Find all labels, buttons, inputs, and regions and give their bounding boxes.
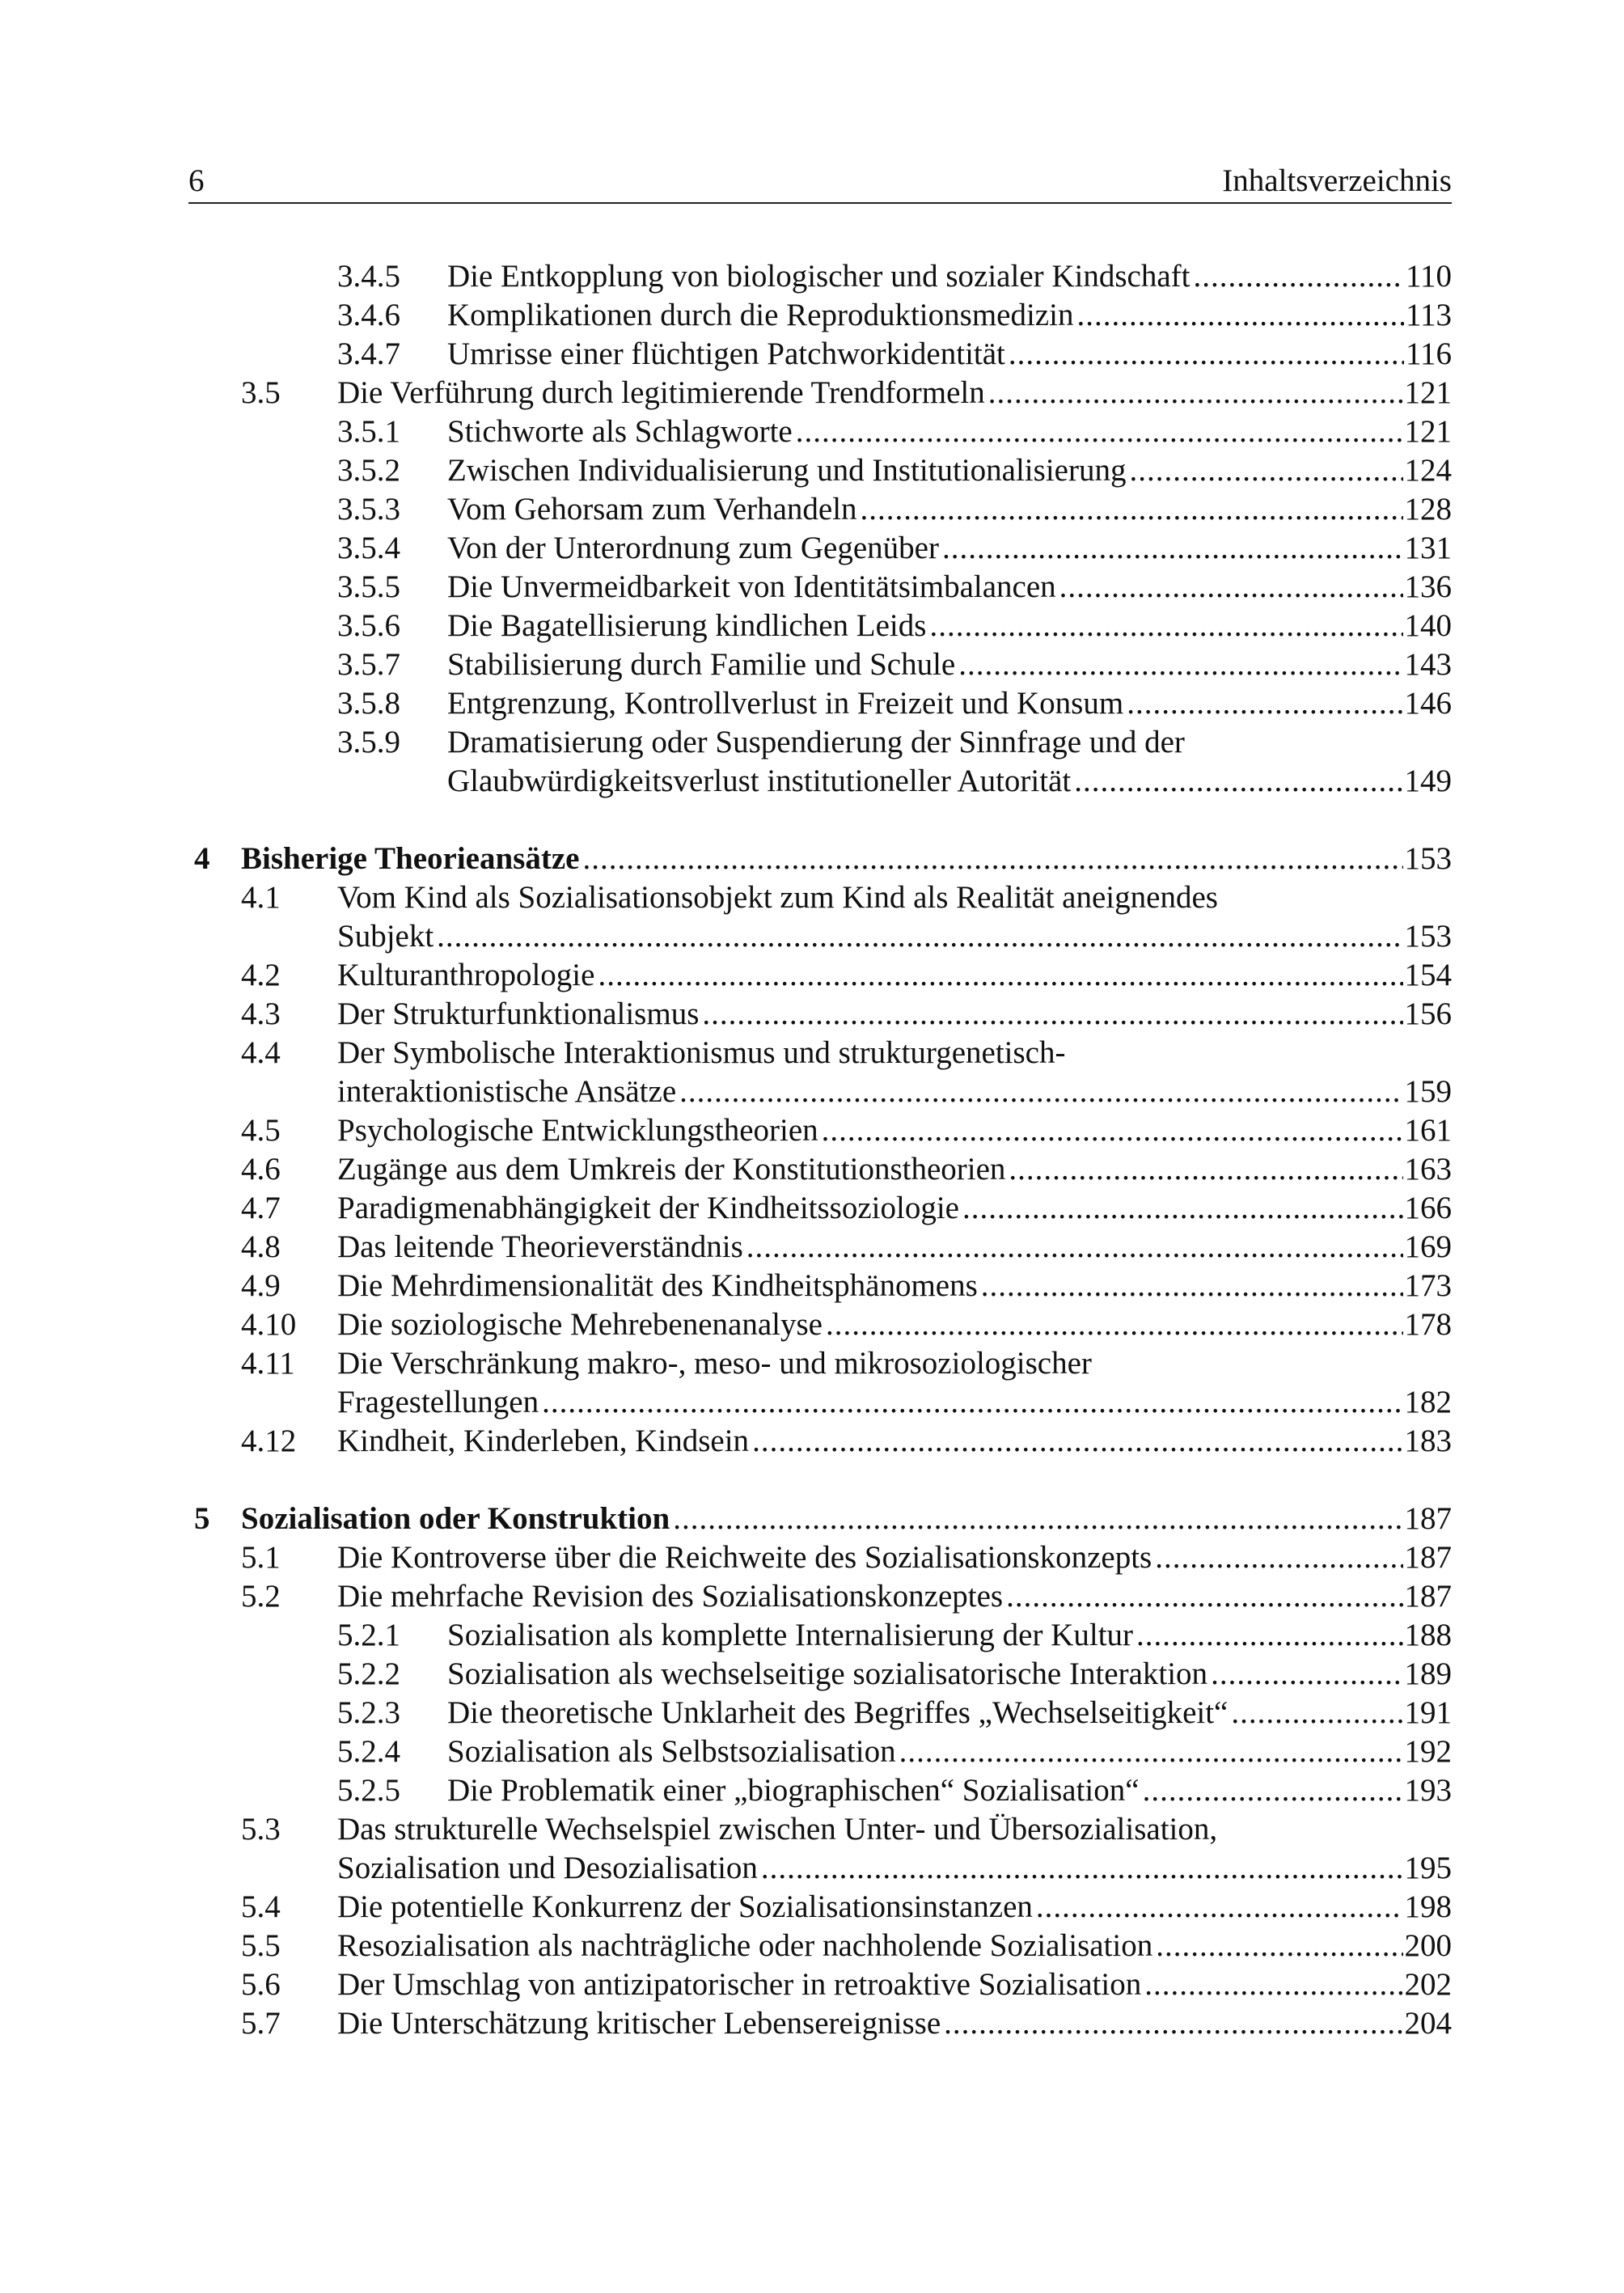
toc-page-number: 113 <box>1405 298 1452 332</box>
toc-page-number: 195 <box>1404 1851 1452 1885</box>
toc-entry[interactable] <box>337 1732 1452 1771</box>
toc-page-number: 143 <box>1404 647 1452 682</box>
dot-leader <box>1144 1965 1402 2004</box>
toc-entry-title: Die soziologische Mehrebenenanalyse <box>337 1307 823 1342</box>
toc-entry[interactable] <box>241 1810 1452 1888</box>
toc-entry-title: Paradigmenabhängigkeit der Kindheitssoziologie <box>337 1191 959 1225</box>
dot-leader <box>746 1228 1403 1267</box>
toc-entry-number: 4.3 <box>241 996 281 1031</box>
toc-entry-title: Zugänge aus dem Umkreis der Konstitutionstheorien <box>337 1152 1006 1187</box>
toc-entry-number: 3.5.4 <box>337 531 400 565</box>
toc-entry-number: 5.1 <box>241 1540 281 1575</box>
toc-entry-number: 3.5.1 <box>337 414 400 449</box>
toc-entry[interactable] <box>337 1655 1452 1694</box>
toc-entry-number: 5.4 <box>241 1889 281 1924</box>
toc-entry[interactable] <box>337 607 1452 645</box>
toc-entry[interactable] <box>241 1422 1452 1461</box>
toc-page-number: 156 <box>1404 996 1452 1031</box>
toc-entry-title: Die Bagatellisierung kindlichen Leids <box>447 608 927 643</box>
toc-entry-number: 5.7 <box>241 2006 281 2041</box>
toc-entry[interactable] <box>337 723 1452 801</box>
toc-entry-title: Die Unvermeidbarkeit von Identitätsimbalancen <box>447 569 1056 604</box>
dot-leader <box>958 645 1402 684</box>
dot-leader <box>962 1189 1403 1228</box>
toc-page-number: 188 <box>1404 1618 1452 1652</box>
running-title: Inhaltsverzeichnis <box>1222 163 1452 198</box>
toc-entry-title: Resozialisation als nachträgliche oder nachholende Sozialisation <box>337 1928 1153 1963</box>
toc-entry[interactable] <box>241 1577 1452 1616</box>
dot-leader <box>1009 1150 1402 1189</box>
toc-entry-number: 4.11 <box>241 1346 295 1381</box>
toc-entry[interactable] <box>337 645 1452 684</box>
toc-page-number: 187 <box>1404 1540 1452 1575</box>
toc-page-number: 140 <box>1404 608 1452 643</box>
toc-entry-title: Die Entkopplung von biologischer und sozialer Kindschaft <box>447 259 1191 294</box>
dot-leader <box>1211 1655 1402 1694</box>
toc-entry[interactable] <box>337 568 1452 607</box>
toc-entry-number: 4.7 <box>241 1191 281 1225</box>
toc-entry[interactable] <box>241 1965 1452 2004</box>
toc-entry-number: 3.5.6 <box>337 608 400 643</box>
toc-entry-title: Das leitende Theorieverständnis <box>337 1229 743 1264</box>
toc-page-number: 146 <box>1404 686 1452 721</box>
toc-page-number: 149 <box>1404 764 1452 798</box>
toc-entry-number: 4.1 <box>241 880 281 915</box>
toc-entry[interactable] <box>241 1344 1452 1422</box>
toc-entry[interactable] <box>337 490 1452 529</box>
dot-leader <box>1193 257 1403 296</box>
dot-leader <box>1143 1771 1403 1810</box>
toc-entry-number: 3.5.5 <box>337 569 400 604</box>
toc-entry-title: Stabilisierung durch Familie und Schule <box>447 647 956 682</box>
toc-page-number: 163 <box>1404 1152 1452 1187</box>
toc-entry-title: Sozialisation und Desozialisation <box>337 1851 758 1885</box>
toc-entry-title: Der Symbolische Interaktionismus und strukturgenetisch- <box>337 1035 1066 1070</box>
toc-entry-number: 3.5.8 <box>337 686 400 721</box>
toc-entry[interactable] <box>241 1305 1452 1344</box>
toc-entry-number: 4.12 <box>241 1424 297 1458</box>
dot-leader <box>1155 1538 1402 1577</box>
toc-entry[interactable] <box>337 1694 1452 1732</box>
toc-entry[interactable] <box>241 1228 1452 1267</box>
toc-page-number: 116 <box>1405 336 1452 371</box>
toc-entry-title: Umrisse einer flüchtigen Patchworkidentität <box>447 336 1005 371</box>
toc-entry-title: Vom Gehorsam zum Verhandeln <box>447 492 857 527</box>
toc-entry-title: Das strukturelle Wechselspiel zwischen Unter- und Übersozialisation, <box>337 1812 1218 1847</box>
dot-leader <box>582 840 1402 878</box>
toc-page-number: 153 <box>1404 919 1452 954</box>
dot-leader <box>942 529 1403 568</box>
toc-entry-title: Stichworte als Schlagworte <box>447 414 793 449</box>
toc-entry-title: Die Unterschätzung kritischer Lebensereignisse <box>337 2006 941 2041</box>
toc-entry-title: Vom Kind als Sozialisationsobjekt zum Kind als Realität aneignendes <box>337 880 1218 915</box>
toc-entry-number: 3.4.6 <box>337 298 400 332</box>
toc-entry-number: 4.8 <box>241 1229 281 1264</box>
toc-page-number: 121 <box>1404 375 1452 410</box>
toc-entry-number: 5.2.1 <box>337 1618 400 1652</box>
toc-chapter[interactable] <box>194 840 1452 878</box>
toc-entry[interactable] <box>241 995 1452 1034</box>
toc-chapter[interactable] <box>194 1500 1452 1538</box>
dot-leader <box>822 1111 1403 1150</box>
toc-entry-title: Zwischen Individualisierung und Institutionalisierung <box>447 453 1127 488</box>
toc-entry-title: Die Verführung durch legitimierende Trendformeln <box>337 375 985 410</box>
toc-page-number: 154 <box>1404 958 1452 992</box>
toc-entry-number: 4.5 <box>241 1113 281 1148</box>
toc-entry[interactable] <box>241 1888 1452 1927</box>
dot-leader <box>1074 762 1402 801</box>
dot-leader <box>679 1072 1402 1111</box>
toc-entry-title: Glaubwürdigkeitsverlust institutioneller Autorität <box>447 764 1072 798</box>
toc-entry-number: 5.2.2 <box>337 1656 400 1691</box>
toc-entry[interactable] <box>337 1771 1452 1810</box>
toc-entry[interactable] <box>241 374 1452 412</box>
dot-leader <box>1136 1616 1402 1655</box>
toc-entry[interactable] <box>241 1111 1452 1150</box>
toc-entry-title: Komplikationen durch die Reproduktionsmedizin <box>447 298 1074 332</box>
toc-page-number: 121 <box>1404 414 1452 449</box>
toc-entry-title: Die Mehrdimensionalität des Kindheitsphänomens <box>337 1268 978 1303</box>
toc-entry-title: interaktionistische Ansätze <box>337 1074 677 1109</box>
toc-page-number: 192 <box>1404 1734 1452 1769</box>
toc-page-number: 178 <box>1404 1307 1452 1342</box>
toc-page-number: 193 <box>1404 1773 1452 1808</box>
toc-page-number: 189 <box>1404 1656 1452 1691</box>
toc-page-number: 110 <box>1405 259 1452 294</box>
toc-entry-number: 5.2 <box>241 1579 281 1614</box>
toc-page-number: 182 <box>1404 1385 1452 1419</box>
toc-entry-title: Von der Unterordnung zum Gegenüber <box>447 531 939 565</box>
toc-entry-title: Entgrenzung, Kontrollverlust in Freizeit und Konsum <box>447 686 1124 721</box>
dot-leader <box>752 1422 1402 1461</box>
toc-entry[interactable] <box>337 412 1452 451</box>
toc-entry[interactable] <box>241 2004 1452 2043</box>
toc-page-number: 183 <box>1404 1424 1452 1458</box>
toc-entry-title: Die mehrfache Revision des Sozialisationskonzeptes <box>337 1579 1004 1614</box>
toc-entry[interactable] <box>337 451 1452 490</box>
dot-leader <box>929 607 1402 645</box>
dot-leader <box>1076 296 1403 335</box>
toc-page-number: 200 <box>1404 1928 1452 1963</box>
toc-entry-number: 4.6 <box>241 1152 281 1187</box>
toc-entry[interactable] <box>241 956 1452 995</box>
toc-entry-number: 4.10 <box>241 1307 297 1342</box>
toc-page-number: 124 <box>1404 453 1452 488</box>
toc-entry-number: 4 <box>194 841 210 876</box>
toc-page-number: 169 <box>1404 1229 1452 1264</box>
toc-entry[interactable] <box>241 1538 1452 1577</box>
toc-page-number: 161 <box>1404 1113 1452 1148</box>
toc-entry[interactable] <box>241 1189 1452 1228</box>
toc-entry-number: 5.2.4 <box>337 1734 400 1769</box>
toc-entry-number: 3.5 <box>241 375 281 410</box>
dot-leader <box>861 490 1403 529</box>
toc-entry-number: 3.4.5 <box>337 259 400 294</box>
toc-entry[interactable] <box>337 335 1452 374</box>
dot-leader <box>673 1500 1402 1538</box>
toc-entry-title: Fragestellungen <box>337 1385 539 1419</box>
toc-entry-number: 4.9 <box>241 1268 281 1303</box>
toc-entry[interactable] <box>337 684 1452 723</box>
toc-entry[interactable] <box>337 296 1452 335</box>
toc-entry-number: 3.5.2 <box>337 453 400 488</box>
dot-leader <box>944 2004 1402 2043</box>
toc-entry-number: 5.6 <box>241 1967 281 2002</box>
dot-leader <box>1036 1888 1403 1927</box>
toc-page-number: 166 <box>1404 1191 1452 1225</box>
toc-entry-title: Dramatisierung oder Suspendierung der Sinnfrage und der <box>447 725 1185 759</box>
toc-entry-title: Sozialisation oder Konstruktion <box>241 1501 670 1536</box>
toc-entry-title: Die potentielle Konkurrenz der Sozialisationsinstanzen <box>337 1889 1033 1924</box>
toc-entry-title: Kulturanthropologie <box>337 958 595 992</box>
toc-entry-title: Der Umschlag von antizipatorischer in retroaktive Sozialisation <box>337 1967 1142 2002</box>
toc-page-number: 131 <box>1404 531 1452 565</box>
toc-entry-title: Sozialisation als komplette Internalisierung der Kultur <box>447 1618 1134 1652</box>
toc-entry-title: Die Verschränkung makro-, meso- und mikrosoziologischer <box>337 1346 1092 1381</box>
toc-entry-title: Der Strukturfunktionalismus <box>337 996 700 1031</box>
toc-entry-number: 5.2.3 <box>337 1695 400 1730</box>
toc-entry[interactable] <box>337 1616 1452 1655</box>
toc-entry-title: Sozialisation als Selbstsozialisation <box>447 1734 896 1769</box>
toc-entry-number: 5.2.5 <box>337 1773 400 1808</box>
dot-leader <box>981 1267 1403 1305</box>
toc-entry[interactable] <box>241 1034 1452 1111</box>
toc-page-number: 159 <box>1404 1074 1452 1109</box>
dot-leader <box>1156 1927 1402 1965</box>
toc-entry-number: 5.3 <box>241 1812 281 1847</box>
toc-entry-number: 3.5.3 <box>337 492 400 527</box>
toc-page-number: 136 <box>1404 569 1452 604</box>
dot-leader <box>702 995 1402 1034</box>
toc-entry[interactable] <box>337 257 1452 296</box>
page-number: 6 <box>188 163 205 198</box>
toc-entry[interactable] <box>241 1927 1452 1965</box>
toc-entry-number: 5.5 <box>241 1928 281 1963</box>
dot-leader <box>598 956 1402 995</box>
toc-page-number: 187 <box>1404 1579 1452 1614</box>
toc-entry-title: Subjekt <box>337 919 434 954</box>
dot-leader <box>1009 335 1404 374</box>
dot-leader <box>437 917 1402 956</box>
dot-leader <box>796 412 1403 451</box>
toc-entry-title: Die Problematik einer „biographischen“ Sozialisation“ <box>447 1773 1140 1808</box>
dot-leader <box>1059 568 1403 607</box>
toc-page-number: 191 <box>1404 1695 1452 1730</box>
dot-leader <box>761 1849 1403 1888</box>
dot-leader <box>1129 451 1402 490</box>
dot-leader <box>1127 684 1402 723</box>
dot-leader <box>1006 1577 1402 1616</box>
toc-entry-title: Bisherige Theorieansätze <box>241 841 580 876</box>
toc-entry-number: 3.4.7 <box>337 336 400 371</box>
dot-leader <box>826 1305 1403 1344</box>
dot-leader <box>542 1383 1402 1422</box>
dot-leader <box>1231 1694 1402 1732</box>
toc-entry-number: 3.5.9 <box>337 725 400 759</box>
toc-entry-title: Psychologische Entwicklungstheorien <box>337 1113 818 1148</box>
toc-entry[interactable] <box>241 1267 1452 1305</box>
toc-entry-title: Kindheit, Kinderleben, Kindsein <box>337 1424 750 1458</box>
toc-page-number: 128 <box>1404 492 1452 527</box>
toc-entry[interactable] <box>241 878 1452 956</box>
toc-page-number: 204 <box>1404 2006 1452 2041</box>
toc-page-number: 173 <box>1404 1268 1452 1303</box>
dot-leader <box>899 1732 1403 1771</box>
toc-entry-number: 3.5.7 <box>337 647 400 682</box>
toc-entry-title: Die theoretische Unklarheit des Begriffes „Wechselseitigkeit“ <box>447 1695 1229 1730</box>
toc-entry-title: Die Kontroverse über die Reichweite des Sozialisationskonzepts <box>337 1540 1152 1575</box>
toc-entry[interactable] <box>337 529 1452 568</box>
toc-entry-number: 4.2 <box>241 958 281 992</box>
toc-page-number: 187 <box>1404 1501 1452 1536</box>
toc-page-number: 153 <box>1404 841 1452 876</box>
toc-page-number: 202 <box>1404 1967 1452 2002</box>
toc-entry[interactable] <box>241 1150 1452 1189</box>
toc-entry-number: 4.4 <box>241 1035 281 1070</box>
toc-entry-number: 5 <box>194 1501 210 1536</box>
toc-page-number: 198 <box>1404 1889 1452 1924</box>
toc-entry-title: Sozialisation als wechselseitige sozialisatorische Interaktion <box>447 1656 1208 1691</box>
dot-leader <box>988 374 1403 412</box>
